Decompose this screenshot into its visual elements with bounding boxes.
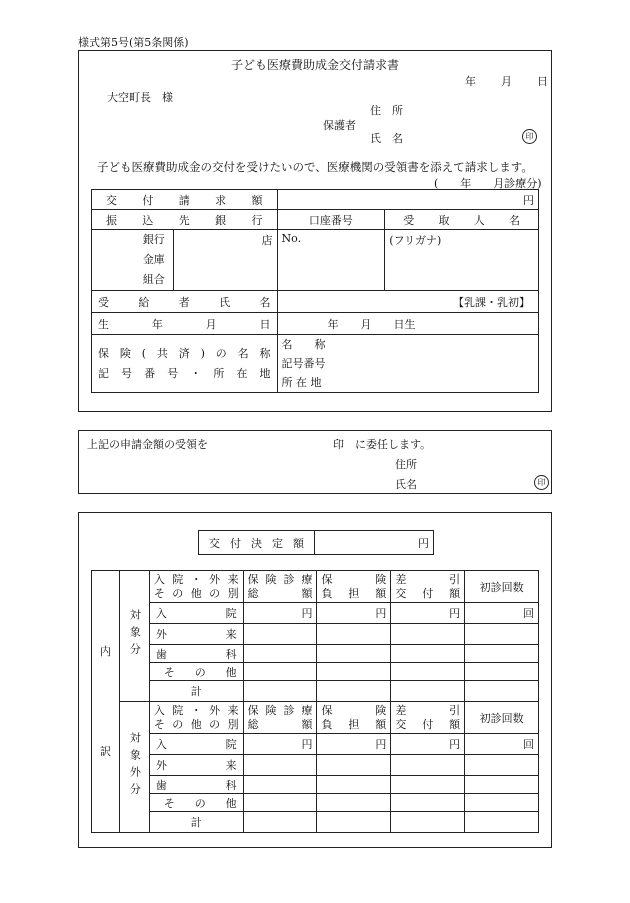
ins-address-label: 所 在 地 [281,376,322,389]
cell[interactable] [465,755,539,776]
request-table [91,189,539,393]
branch-cell[interactable] [173,230,277,291]
yen-unit: 円 [375,607,387,620]
cell[interactable] [317,755,391,776]
decision-label: 交付決定額 [209,536,304,550]
cell[interactable] [243,776,317,794]
cell-total-inpatient[interactable] [243,603,317,624]
guardian-label: 保護者 [323,119,356,132]
date-month: 月 [501,75,512,88]
delegation-text: 上記の申請金額の受領を [87,438,208,451]
cell[interactable] [465,794,539,812]
ins-number-label: 記号番号 [281,357,326,370]
yen-unit: 円 [301,607,313,620]
header-burden-1: 保 険 [321,572,387,586]
form-label: 様式第5号(第5条関係) [78,36,189,49]
cell[interactable] [317,624,391,645]
amount-field[interactable] [277,190,538,210]
header-total-1: 保険診療 [247,703,313,717]
cat-dental: 歯科 [155,778,237,792]
birth-label: 生年月日 [98,317,271,331]
yen-unit: 円 [449,607,461,620]
cell[interactable] [317,663,391,681]
header-diff-1: 差 引 [395,703,461,717]
cell[interactable] [243,645,317,663]
request-form-section [78,50,552,412]
bank-type-bank: 銀行 [142,233,165,246]
header-diff-1: 差 引 [395,572,461,586]
cell[interactable] [243,663,317,681]
birth-field[interactable] [277,313,538,335]
delegation-section [78,430,552,494]
group-covered-label: 対象分 [128,609,142,660]
header-burden-2: 負担額 [321,717,387,731]
delegation-suffix: 印 に委任します。 [333,438,432,451]
cell[interactable] [317,645,391,663]
cat-dental: 歯科 [155,647,237,661]
cell-diff-inpatient[interactable] [391,603,465,624]
cat-inpatient: 入院 [155,738,237,751]
header-total-2: 総 額 [247,717,313,731]
cell[interactable] [391,794,465,812]
times-unit: 回 [523,738,534,751]
cat-inpatient: 入院 [155,607,237,620]
cell-diff-inpatient[interactable] [391,734,465,755]
cell[interactable] [465,812,539,833]
cell[interactable] [243,681,317,702]
cat-outpatient: 外来 [155,759,237,772]
birth-date-format: 年 月 日生 [327,317,416,331]
ins-name-label: 名 称 [281,338,326,351]
breakdown-table [91,570,539,833]
addressee: 大空町長 様 [107,91,173,104]
bank-type-kumiai: 組合 [142,273,165,286]
header-category-1: 入院・外来 [153,572,239,586]
header-burden-2: 負担額 [321,586,387,600]
seal-icon: 印 [534,475,549,490]
cell-visits-inpatient[interactable] [465,734,539,755]
cell-visits-inpatient[interactable] [465,603,539,624]
insurance-field[interactable] [277,335,538,393]
breakdown-label-2: 訳 [99,744,111,758]
account-label: 口座番号 [277,210,385,230]
header-category-2: その他の別 [153,717,239,731]
cell[interactable] [317,794,391,812]
header-total-1: 保険診療 [247,572,313,586]
decision-table [198,530,434,555]
cell[interactable] [317,681,391,702]
cell[interactable] [465,776,539,794]
yen-unit: 円 [449,738,461,751]
amount-label: 交付請求額 [106,193,263,207]
cell[interactable] [465,624,539,645]
cat-total: 計 [149,812,243,833]
times-unit: 回 [523,607,534,620]
header-category-2: その他の別 [153,586,239,600]
cat-outpatient: 外来 [155,628,237,641]
cell-total-inpatient[interactable] [243,734,317,755]
cell[interactable] [391,624,465,645]
yen-unit: 円 [418,536,429,550]
beneficiary-field[interactable] [277,291,538,313]
cell[interactable] [243,624,317,645]
account-no-label: No. [281,232,302,245]
header-diff-2: 交付額 [395,586,461,600]
bank-label: 振込先銀行 [106,213,263,227]
header-total-2: 総 額 [247,586,313,600]
decision-amount-field[interactable] [315,531,434,555]
cell[interactable] [465,681,539,702]
insurance-name-label: 保険(共済)の名称 [98,346,271,360]
header-visits: 初診回数 [465,571,539,603]
bank-type-cell[interactable] [92,230,174,291]
recipient-name-cell[interactable] [385,230,539,291]
cell[interactable] [391,645,465,663]
breakdown-label-1: 内 [99,644,111,658]
period: ( 年 月診療分) [434,177,542,190]
account-number-cell[interactable] [277,230,385,291]
cell[interactable] [243,812,317,833]
cell[interactable] [391,663,465,681]
cell[interactable] [391,812,465,833]
header-diff-2: 交付額 [395,717,461,731]
cell[interactable] [391,755,465,776]
recipient-label: 受取人名 [403,213,520,227]
header-category-1: 入院・外来 [153,703,239,717]
cat-total: 計 [149,681,243,702]
cell[interactable] [243,794,317,812]
cell[interactable] [391,681,465,702]
yen-unit: 円 [523,193,534,207]
delegate-name-label: 氏名 [395,478,417,491]
bank-type-shinkin: 金庫 [142,253,165,266]
yen-unit: 円 [301,738,313,751]
cell-burden-inpatient[interactable] [317,603,391,624]
cell[interactable] [465,663,539,681]
cat-other: その他 [163,665,237,679]
beneficiary-tag: 【乳課・乳初】 [453,295,530,309]
cell[interactable] [465,645,539,663]
yen-unit: 円 [375,738,387,751]
date-year: 年 [465,75,476,88]
cell[interactable] [317,776,391,794]
insurance-number-label: 記号番号・所在地 [98,366,271,380]
name-label: 氏 名 [370,132,403,145]
seal-icon: 印 [522,129,537,144]
cell[interactable] [243,755,317,776]
decision-section [78,512,552,848]
header-visits: 初診回数 [465,702,539,734]
date-day: 日 [537,75,548,88]
furigana-label: (フリガナ) [389,234,442,247]
group-uncovered-label: 対象外分 [128,731,142,800]
statement: 子ども医療費助成金の交付を受けたいので、医療機関の受領書を添えて請求します。 [97,160,533,174]
cat-other: その他 [163,796,237,810]
cell-burden-inpatient[interactable] [317,734,391,755]
address-label: 住 所 [370,104,403,117]
beneficiary-label: 受給者氏名 [98,295,271,309]
header-burden-1: 保 険 [321,703,387,717]
branch-label: 店 [261,234,273,247]
cell[interactable] [391,776,465,794]
form-title: 子ども医療費助成金交付請求書 [230,58,399,72]
delegate-address-label: 住所 [395,458,417,471]
cell[interactable] [317,812,391,833]
